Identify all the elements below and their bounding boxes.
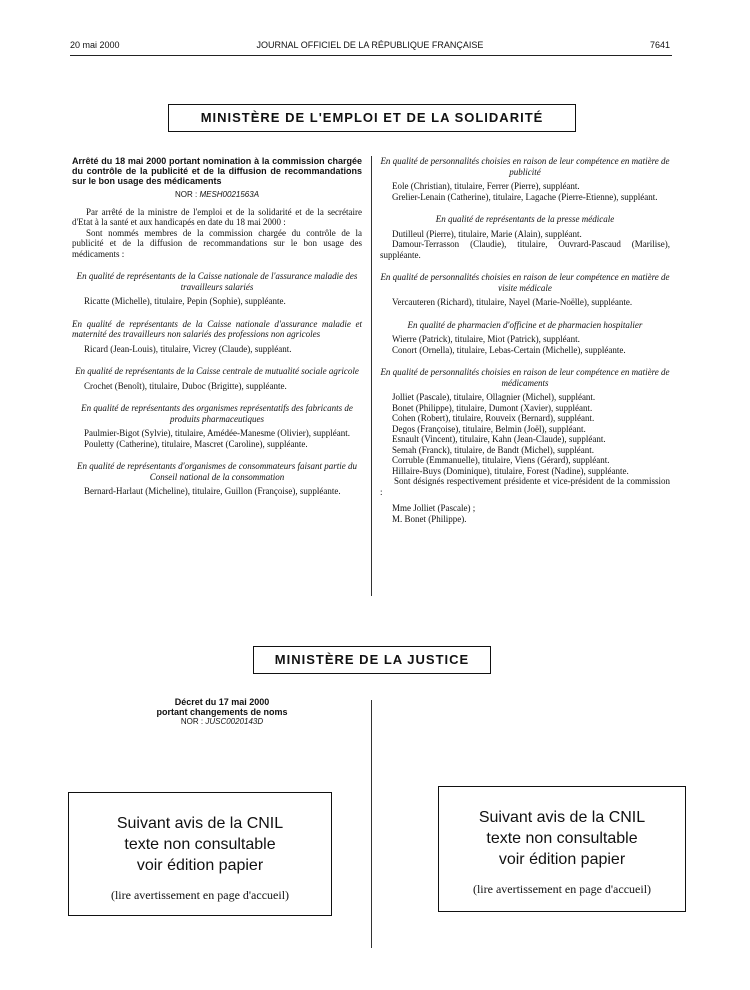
member-entry: Paulmier-Bigot (Sylvie), titulaire, Amédée-Manesme (Olivier), suppléant. bbox=[84, 428, 351, 438]
member-entry: Damour-Terrasson (Claudie), titulaire, Ouvrard-Pascaud (Marilise), suppléante. bbox=[380, 239, 670, 260]
section-heading: En qualité de représentants de la Caisse centrale de mutualité sociale agricole bbox=[75, 366, 359, 376]
decret-heading bbox=[110, 697, 334, 727]
section-heading: En qualité de personnalités choisies en raison de leur compétence en matière de médicaments bbox=[380, 367, 670, 388]
member-entry: Ricatte (Michelle), titulaire, Pepin (Sophie), suppléante. bbox=[84, 296, 286, 306]
ministry-justice-heading: MINISTÈRE DE LA JUSTICE bbox=[253, 646, 491, 674]
header-rule bbox=[70, 55, 672, 56]
member-entry: Vercauteren (Richard), titulaire, Nayel (Marie-Noëlle), suppléante. bbox=[392, 297, 633, 307]
section-heading: En qualité de représentants des organismes représentatifs des fabricants de produits pharmaceutiques bbox=[81, 403, 353, 424]
intro-paragraph: Par arrêté de la ministre de l'emploi et de la solidarité et de la secrétaire d'Etat à la santé et aux handicapés en date du 18 mai 2000 : bbox=[72, 206, 362, 227]
cnil-note: (lire avertissement en page d'accueil) bbox=[472, 882, 652, 896]
member-entry: Crochet (Benoît), titulaire, Duboc (Brigitte), suppléante. bbox=[84, 380, 287, 391]
cnil-notice-box bbox=[438, 786, 686, 912]
section-heading: En qualité de personnalités choisies en raison de leur compétence en matière de visite médicale bbox=[380, 272, 670, 293]
vice-president-entry: M. Bonet (Philippe). bbox=[392, 513, 467, 524]
member-entry: Esnault (Vincent), titulaire, Kahn (Jean-Claude), suppléant. bbox=[392, 434, 606, 444]
cnil-notice-box bbox=[68, 792, 332, 916]
nor-code: JUSC0020143D bbox=[205, 717, 264, 726]
section-heading: En qualité de pharmacien d'officine et de pharmacien hospitalier bbox=[407, 319, 643, 330]
member-entry: Hillaire-Buys (Dominique), titulaire, Forest (Nadine), suppléante. bbox=[392, 465, 629, 476]
nor-reference bbox=[72, 190, 362, 201]
ministry-emploi-heading: MINISTÈRE DE L'EMPLOI ET DE LA SOLIDARITÉ bbox=[168, 104, 576, 132]
nor-label: NOR : bbox=[180, 717, 204, 726]
decret-title: Décret du 17 mai 2000 bbox=[174, 697, 270, 707]
member-entry: Pouletty (Catherine), titulaire, Mascret (Caroline), suppléante. bbox=[84, 438, 308, 449]
page-number: 7641 bbox=[649, 40, 670, 50]
journal-title: JOURNAL OFFICIEL DE LA RÉPUBLIQUE FRANÇAISE bbox=[256, 40, 484, 50]
running-header bbox=[70, 40, 670, 54]
decret-nor bbox=[110, 717, 334, 727]
section-heading: En qualité de personnalités choisies en raison de leur compétence en matière de publicité bbox=[380, 156, 670, 177]
member-entry: Grelier-Lenain (Catherine), titulaire, Lagache (Pierre-Etienne), suppléant. bbox=[392, 191, 658, 202]
member-entry: Ricard (Jean-Louis), titulaire, Vicrey (Claude), suppléant. bbox=[84, 343, 292, 354]
president-entry: Mme Jolliet (Pascale) ; bbox=[392, 503, 476, 513]
member-entry: Degos (Françoise), titulaire, Belmin (Joël), suppléant. bbox=[392, 423, 586, 434]
cnil-line: texte non consultable bbox=[124, 836, 276, 853]
section-heading: En qualité de représentants de la Caisse nationale d'assurance maladie et maternité des travailleurs non salariés des professions non agricoles bbox=[72, 318, 362, 339]
member-entry: Dutilleul (Pierre), titulaire, Marie (Alain), suppléant. bbox=[392, 228, 582, 239]
members-paragraph: Sont nommés membres de la commission chargée du contrôle de la publicité et de la diffusion de recommandations sur le bon usage des médicaments : bbox=[72, 227, 362, 259]
member-entry: Bernard-Harlaut (Micheline), titulaire, Guillon (Françoise), suppléante. bbox=[84, 486, 341, 496]
nor-label: NOR : bbox=[174, 190, 198, 199]
cnil-line: texte non consultable bbox=[486, 830, 638, 847]
member-entry: Wierre (Patrick), titulaire, Miot (Patrick), suppléant. bbox=[392, 334, 580, 344]
member-entry: Cohen (Robert), titulaire, Rouveix (Bernard), suppléant. bbox=[392, 413, 595, 423]
decret-subtitle: portant changements de noms bbox=[156, 707, 288, 717]
member-entry: Conort (Ornella), titulaire, Lebas-Certain (Michelle), suppléante. bbox=[392, 344, 626, 355]
member-entry: Eole (Christian), titulaire, Ferrer (Pierre), suppléant. bbox=[392, 181, 580, 191]
designation-paragraph: Sont désignés respectivement présidente et vice-président de la commission : bbox=[380, 476, 670, 497]
member-entry: Semah (Franck), titulaire, de Bandt (Michel), suppléant. bbox=[392, 444, 594, 455]
cnil-line: Suivant avis de la CNIL bbox=[478, 809, 646, 826]
cnil-line: voir édition papier bbox=[498, 851, 626, 868]
section-heading: En qualité de représentants d'organismes de consommateurs faisant partie du Conseil national de la consommation bbox=[77, 461, 357, 482]
column-divider bbox=[371, 700, 372, 948]
section-heading: En qualité de représentants de la Caisse nationale de l'assurance maladie des travailleurs salariés bbox=[76, 271, 358, 292]
nor-code: MESH0021563A bbox=[199, 190, 260, 199]
section-heading: En qualité de représentants de la presse médicale bbox=[435, 214, 615, 224]
right-column bbox=[380, 156, 670, 524]
member-entry: Bonet (Philippe), titulaire, Dumont (Xavier), suppléant. bbox=[392, 402, 593, 413]
arrete-title: Arrêté du 18 mai 2000 portant nomination à la commission chargée du contrôle de la publicité et de la diffusion de recommandations sur le bon usage des médicaments bbox=[72, 156, 362, 186]
member-entry: Corruble (Emmanuelle), titulaire, Viens (Gérard), suppléant. bbox=[392, 455, 610, 465]
column-divider bbox=[371, 156, 372, 596]
cnil-line: voir édition papier bbox=[136, 857, 264, 874]
cnil-line: Suivant avis de la CNIL bbox=[116, 815, 284, 832]
left-column bbox=[72, 156, 362, 497]
cnil-note: (lire avertissement en page d'accueil) bbox=[110, 888, 290, 902]
member-entry: Jolliet (Pascale), titulaire, Ollagnier (Michel), suppléant. bbox=[392, 392, 596, 402]
issue-date: 20 mai 2000 bbox=[70, 40, 120, 50]
